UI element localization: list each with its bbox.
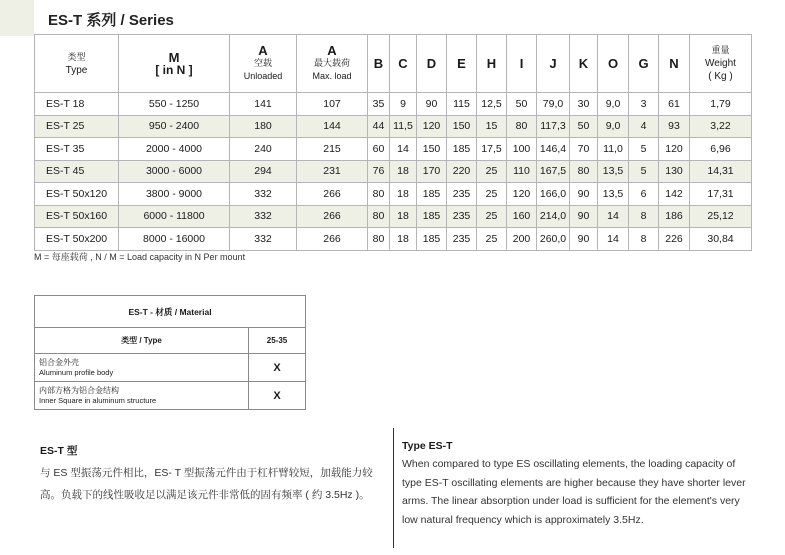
table-cell: 5 [629,138,659,161]
material-item-mark: X [249,382,306,410]
table-cell: 25 [477,228,507,251]
table-cell: 117,3 [537,115,570,138]
table-cell: 14 [598,228,629,251]
table-cell: 150 [447,115,477,138]
table-row [35,115,752,138]
material-row [35,354,306,382]
table-cell: 25 [477,205,507,228]
table-cell: 231 [297,160,368,183]
table-row [35,160,752,183]
material-item-mark: X [249,354,306,382]
table-cell: 8 [629,228,659,251]
table-cell: 18 [390,160,417,183]
table-cell: 25,12 [690,205,752,228]
table-cell: 30 [570,93,598,116]
page-title: ES-T 系列 / Series [48,12,174,29]
table-cell: 185 [417,228,447,251]
table-cell: 13,5 [598,183,629,206]
table-cell: 44 [368,115,390,138]
table-cell: 80 [570,160,598,183]
table-cell: 170 [417,160,447,183]
table-cell: 9 [390,93,417,116]
table-cell: 80 [368,228,390,251]
table-cell: 185 [417,183,447,206]
table-cell: 90 [417,93,447,116]
table-cell: 25 [477,183,507,206]
table-cell: 215 [297,138,368,161]
table-cell: 3000 - 6000 [119,160,230,183]
table-cell: 950 - 2400 [119,115,230,138]
en-section-title: Type ES-T [402,440,453,452]
material-title: ES-T - 材质 / Material [35,296,306,328]
table-cell: 90 [570,183,598,206]
table-cell: 550 - 1250 [119,93,230,116]
title-accent [0,0,34,36]
table-cell: 80 [507,115,537,138]
material-range-label: 25-35 [249,328,306,354]
spec-header-row [35,35,752,93]
table-cell: 120 [507,183,537,206]
table-cell: 220 [447,160,477,183]
table-cell: 160 [507,205,537,228]
table-cell: 150 [417,138,447,161]
table-cell: 120 [417,115,447,138]
table-cell: 15 [477,115,507,138]
table-cell: 14 [598,205,629,228]
header-n: N [659,35,690,93]
table-cell: 332 [230,183,297,206]
header-type: 类型 Type [35,35,119,93]
table-cell: 25 [477,160,507,183]
table-cell: 107 [297,93,368,116]
table-cell: 240 [230,138,297,161]
table-cell: 6000 - 11800 [119,205,230,228]
table-cell: 61 [659,93,690,116]
table-cell: 8000 - 16000 [119,228,230,251]
table-cell: 12,5 [477,93,507,116]
table-cell: 1,79 [690,93,752,116]
spec-body [35,93,752,251]
table-cell-type: ES-T 45 [35,160,119,183]
table-cell: 120 [659,138,690,161]
table-cell: 115 [447,93,477,116]
header-i: I [507,35,537,93]
table-cell: 9,0 [598,93,629,116]
table-cell: 11,0 [598,138,629,161]
table-row [35,93,752,116]
table-cell: 100 [507,138,537,161]
table-cell: 50 [507,93,537,116]
table-cell-type: ES-T 25 [35,115,119,138]
header-o: O [598,35,629,93]
table-cell: 3,22 [690,115,752,138]
table-cell: 18 [390,205,417,228]
table-cell: 9,0 [598,115,629,138]
table-cell: 226 [659,228,690,251]
header-c: C [390,35,417,93]
table-cell: 60 [368,138,390,161]
table-cell: 144 [297,115,368,138]
table-cell: 2000 - 4000 [119,138,230,161]
table-cell-type: ES-T 50x120 [35,183,119,206]
material-table [34,295,306,410]
header-j: J [537,35,570,93]
header-h: H [477,35,507,93]
table-cell: 266 [297,205,368,228]
table-cell: 13,5 [598,160,629,183]
table-cell: 14,31 [690,160,752,183]
table-cell: 17,31 [690,183,752,206]
table-cell: 200 [507,228,537,251]
table-cell: 35 [368,93,390,116]
table-cell: 214,0 [537,205,570,228]
header-k: K [570,35,598,93]
table-cell: 260,0 [537,228,570,251]
cn-section-body: 与 ES 型振荡元件相比，ES- T 型振荡元件由于杠杆臂较短，加载能力较高。负载下的线性吸收足以满足该元件非常低的固有频率 ( 约 3.5Hz )。 [40,467,373,501]
header-a-unloaded: A 空载 Unloaded [230,35,297,93]
table-row [35,138,752,161]
material-row [35,382,306,410]
table-cell: 93 [659,115,690,138]
table-cell: 146,4 [537,138,570,161]
header-g: G [629,35,659,93]
title-bar [0,0,785,36]
header-b: B [368,35,390,93]
table-cell: 70 [570,138,598,161]
table-cell: 185 [447,138,477,161]
header-a-maxload: A 最大载荷 Max. load [297,35,368,93]
table-cell-type: ES-T 35 [35,138,119,161]
table-cell: 6,96 [690,138,752,161]
header-m: M [ in N ] [119,35,230,93]
table-cell: 235 [447,183,477,206]
table-cell: 50 [570,115,598,138]
spec-table [34,34,752,251]
table-cell: 80 [368,183,390,206]
table-cell: 90 [570,228,598,251]
table-cell-type: ES-T 50x160 [35,205,119,228]
header-weight: 重量 Weight ( Kg ) [690,35,752,93]
table-cell: 17,5 [477,138,507,161]
table-cell: 130 [659,160,690,183]
table-cell: 110 [507,160,537,183]
table-cell: 266 [297,183,368,206]
table-cell: 4 [629,115,659,138]
table-cell: 185 [417,205,447,228]
table-cell: 235 [447,228,477,251]
footnote: M = 每座载荷 , N / M = Load capacity in N Per mount [34,252,246,262]
table-row [35,183,752,206]
table-cell: 142 [659,183,690,206]
table-cell-type: ES-T 18 [35,93,119,116]
table-cell: 5 [629,160,659,183]
section-divider [393,428,394,548]
table-cell: 79,0 [537,93,570,116]
cn-section-title: ES-T 型 [40,445,78,457]
table-cell: 6 [629,183,659,206]
table-row [35,228,752,251]
table-cell: 167,5 [537,160,570,183]
table-cell-type: ES-T 50x200 [35,228,119,251]
material-item-label: 铝合金外壳 Aluminum profile body [35,354,249,382]
table-cell: 235 [447,205,477,228]
table-cell: 266 [297,228,368,251]
en-section-body: When compared to type ES oscillating elements, the loading capacity of type ES-T oscillating elements are higher because they have shorter lever arms. The linear absorption under load is sufficient for the element's very low natural frequency which is approximately 3.5Hz. [402,458,746,526]
table-row [35,205,752,228]
table-cell: 3 [629,93,659,116]
table-cell: 76 [368,160,390,183]
table-cell: 294 [230,160,297,183]
header-d: D [417,35,447,93]
table-cell: 141 [230,93,297,116]
table-cell: 18 [390,183,417,206]
table-cell: 11,5 [390,115,417,138]
material-type-label: 类型 / Type [35,328,249,354]
table-cell: 30,84 [690,228,752,251]
table-cell: 90 [570,205,598,228]
material-item-label: 内部方格为铝合金结构 Inner Square in aluminum structure [35,382,249,410]
table-cell: 8 [629,205,659,228]
table-cell: 80 [368,205,390,228]
table-cell: 3800 - 9000 [119,183,230,206]
table-cell: 166,0 [537,183,570,206]
table-cell: 180 [230,115,297,138]
table-cell: 332 [230,228,297,251]
header-e: E [447,35,477,93]
table-cell: 14 [390,138,417,161]
table-cell: 332 [230,205,297,228]
table-cell: 18 [390,228,417,251]
table-cell: 186 [659,205,690,228]
